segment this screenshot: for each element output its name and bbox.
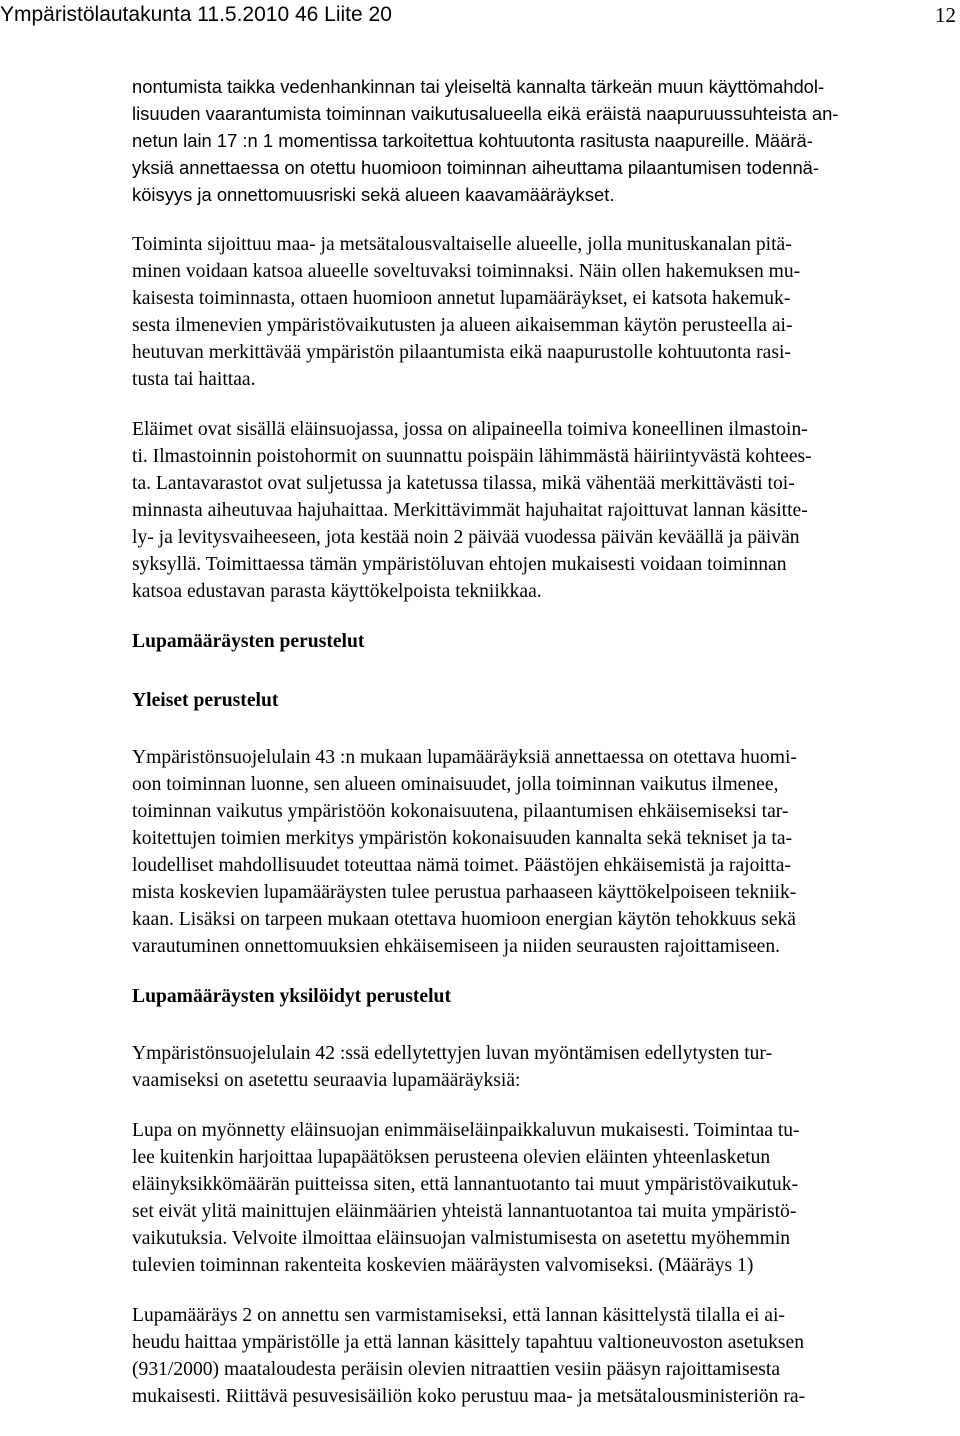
text-line: loudelliset mahdollisuudet toteuttaa nämä toimet. Päästöjen ehkäisemistä ja rajoitta- xyxy=(132,855,791,876)
text-line: ly- ja levitysvaiheeseen, jota kestää noin 2 päivää vuodessa päivän keväällä ja päivän xyxy=(132,527,800,548)
text-line: vaamiseksi on asetettu seuraavia lupamääräyksiä: xyxy=(132,1070,521,1091)
paragraph xyxy=(132,1117,952,1279)
page-header xyxy=(0,2,960,30)
text-line: mista koskevien lupamääräysten tulee perustua parhaaseen käyttökelpoiseen tekniik- xyxy=(132,882,797,903)
text-line: Ympäristönsuojelulain 42 :ssä edellytettyjen luvan myöntämisen edellytysten tur- xyxy=(132,1043,773,1064)
subsection-heading: Lupamääräysten yksilöidyt perustelut xyxy=(132,986,451,1007)
text-line: mukaisesti. Riittävä pesuvesisäiliön koko perustuu maa- ja metsätalousministeriön ra- xyxy=(132,1386,806,1407)
paragraph xyxy=(132,744,952,960)
text-line: ti. Ilmastoinnin poistohormit on suunnattu poispäin lähimmästä häiriintyvästä kohtees- xyxy=(132,446,812,467)
text-line: sesta ilmenevien ympäristövaikutusten ja alueen aikaisemman käytön perusteella ai- xyxy=(132,315,793,336)
page-number: 12 xyxy=(935,3,956,27)
text-line: kaan. Lisäksi on tarpeen mukaan otettava huomioon energian käytön tehokkuus sekä xyxy=(132,909,797,930)
text-line: kaisesta toiminnasta, ottaen huomioon annetut lupamääräykset, ei katsota hakemuk- xyxy=(132,288,791,309)
text-line: minen voidaan katsoa alueelle soveltuvaksi toiminnaksi. Näin ollen hakemuksen mu- xyxy=(132,261,801,282)
text-line: tulevien toiminnan rakenteita koskevien määräysten valvomiseksi. (Määräys 1) xyxy=(132,1255,754,1276)
text-line: lisuuden vaarantumista toiminnan vaikutusalueella eikä eräistä naapuruussuhteista an- xyxy=(132,103,839,124)
text-line: ta. Lantavarastot ovat suljetussa ja katetussa tilassa, mikä vähentää merkittävästi toi- xyxy=(132,473,795,494)
header-title: Ympäristölautakunta 11.5.2010 46 Liite 20 xyxy=(0,3,392,26)
text-line: netun lain 17 :n 1 momentissa tarkoitettua kohtuutonta rasitusta naapureille. Määrä- xyxy=(132,130,813,151)
text-line: heutuvan merkittävää ympäristön pilaantumista eikä naapurustolle kohtuutonta rasi- xyxy=(132,342,791,363)
text-line: eläinyksikkömäärän puitteissa siten, että lannantuotanto tai muut ympäristövaikutuk- xyxy=(132,1174,799,1195)
text-line: oon toiminnan luonne, sen alueen ominaisuudet, jolla toiminnan vaikutus ilmenee, xyxy=(132,774,779,795)
paragraph xyxy=(132,231,952,393)
paragraph xyxy=(132,1302,952,1410)
text-line: tusta tai haittaa. xyxy=(132,369,256,390)
paragraph xyxy=(132,1040,952,1094)
text-line: yksiä annettaessa on otettu huomioon toiminnan aiheuttama pilaantumisen todennä- xyxy=(132,157,820,178)
document-body xyxy=(132,73,952,1433)
text-line: Ympäristönsuojelulain 43 :n mukaan lupamääräyksiä annettaessa on otettava huomi- xyxy=(132,747,797,768)
text-line: koitettujen toimien merkitys ympäristön kokonaisuuden kannalta sekä tekniset ja ta- xyxy=(132,828,793,849)
text-line: minnasta aiheutuvaa hajuhaittaa. Merkittävimmät hajuhaitat rajoittuvat lannan käsitte- xyxy=(132,500,808,521)
paragraph xyxy=(132,416,952,605)
text-line: syksyllä. Toimittaessa tämän ympäristöluvan ehtojen mukaisesti voidaan toiminnan xyxy=(132,554,787,575)
text-line: Toiminta sijoittuu maa- ja metsätalousvaltaiselle alueelle, jolla munituskanalan pitä- xyxy=(132,234,792,255)
text-line: Lupamääräys 2 on annettu sen varmistamiseksi, että lannan käsittelystä tilalla ei ai- xyxy=(132,1305,785,1326)
text-line: toiminnan vaikutus ympäristöön kokonaisuutena, pilaantumisen ehkäisemiseksi tar- xyxy=(132,801,789,822)
subsection-heading: Yleiset perustelut xyxy=(132,690,279,711)
text-line: katsoa edustavan parasta käyttökelpoista tekniikkaa. xyxy=(132,581,542,602)
text-line: köisyys ja onnettomuusriski sekä alueen kaavamääräykset. xyxy=(132,184,615,205)
text-line: lee kuitenkin harjoittaa lupapäätöksen perusteena olevien eläinten yhteenlasketun xyxy=(132,1147,771,1168)
text-line: set eivät ylitä mainittujen eläinmäärien yhteistä lannantuotantoa tai muita ympäristö- xyxy=(132,1201,797,1222)
text-line: Eläimet ovat sisällä eläinsuojassa, jossa on alipaineella toimiva koneellinen ilmastoin- xyxy=(132,419,808,440)
text-line: varautuminen onnettomuuksien ehkäisemiseen ja niiden seurausten rajoittamiseen. xyxy=(132,936,781,957)
paragraph xyxy=(132,73,952,208)
text-line: nontumista taikka vedenhankinnan tai yleiseltä kannalta tärkeän muun käyttömahdol- xyxy=(132,76,825,97)
section-heading: Lupamääräysten perustelut xyxy=(132,631,365,652)
text-line: Lupa on myönnetty eläinsuojan enimmäiseläinpaikkaluvun mukaisesti. Toimintaa tu- xyxy=(132,1120,800,1141)
text-line: vaikutuksia. Velvoite ilmoittaa eläinsuojan valmistumisesta on asetettu myöhemmin xyxy=(132,1228,791,1249)
text-line: (931/2000) maataloudesta peräisin olevien nitraattien vesiin pääsyn rajoittamisesta xyxy=(132,1359,781,1380)
text-line: heudu haittaa ympäristölle ja että lannan käsittely tapahtuu valtioneuvoston asetuksen xyxy=(132,1332,804,1353)
